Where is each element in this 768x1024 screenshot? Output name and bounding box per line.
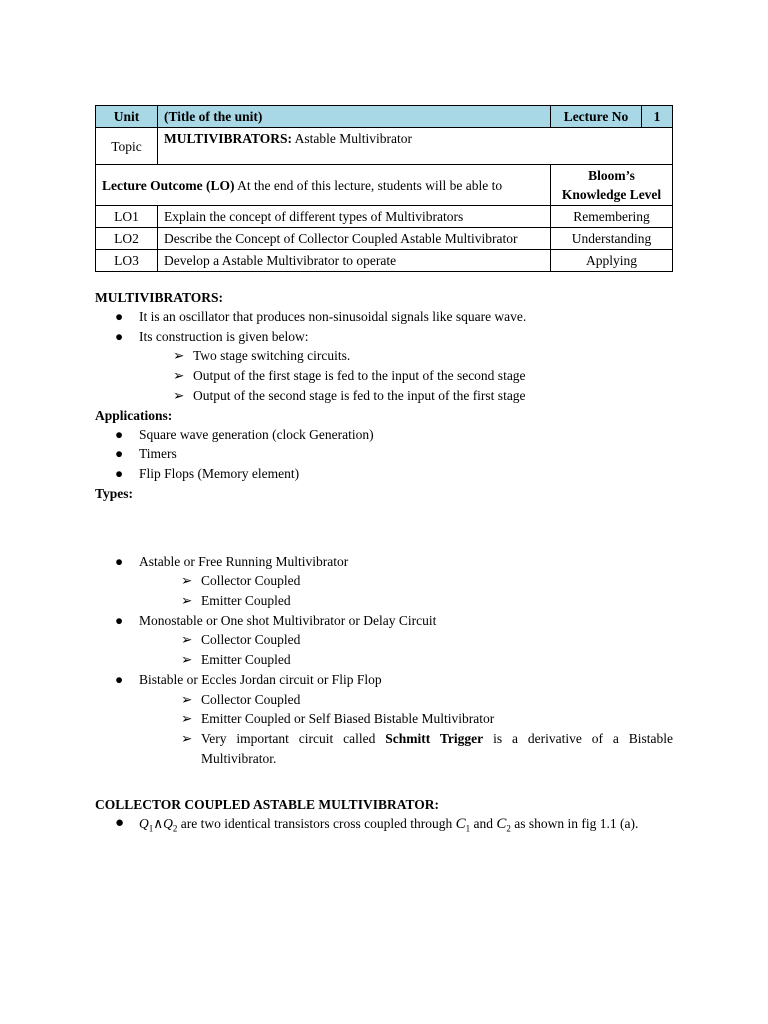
astable-sublist — [95, 571, 675, 610]
collector-list — [95, 814, 675, 839]
list-item — [147, 729, 675, 768]
list-item-text: Output of the first stage is fed to the input of the second stage — [193, 368, 526, 384]
applications-heading: Applications: — [95, 407, 173, 423]
list-item-text: Output of the second stage is fed to the input of the first stage — [193, 387, 526, 403]
list-item — [147, 690, 675, 710]
list-item-text: Flip Flops (Memory element) — [139, 465, 300, 481]
list-item — [139, 386, 675, 406]
topic-rest: Astable Multivibrator — [292, 131, 413, 146]
arrow-icon: ➢ — [173, 368, 185, 384]
list-item — [95, 611, 675, 670]
bullet-icon: ● — [115, 671, 124, 687]
bloom-label: Bloom’s Knowledge Level — [551, 165, 673, 206]
list-item — [147, 709, 675, 729]
bullet-icon: ● — [115, 815, 125, 832]
list-item-text: Monostable or One shot Multivibrator or Delay Circuit — [139, 612, 437, 628]
c-symbol: C — [455, 816, 466, 833]
q-symbol: Q — [139, 816, 149, 832]
arrow-icon: ➢ — [181, 711, 193, 727]
list-item-text: Square wave generation (clock Generation) — [139, 426, 374, 442]
arrow-icon: ➢ — [173, 348, 185, 364]
list-item — [139, 346, 675, 366]
list-item — [147, 591, 675, 611]
list-item — [95, 327, 675, 406]
types-list — [95, 552, 675, 769]
and-symbol: ∧ — [153, 816, 164, 832]
list-item — [95, 552, 675, 611]
collector-coupled-heading: COLLECTOR COUPLED ASTABLE MULTIVIBRATOR: — [95, 797, 439, 813]
list-item-text: Its construction is given below: — [139, 328, 309, 344]
bullet-icon: ● — [115, 446, 124, 462]
list-item — [95, 444, 675, 464]
topic-row — [96, 128, 673, 165]
lo-text: Describe the Concept of Collector Coupled Astable Multivibrator — [158, 228, 551, 250]
q1-subscript: 1 — [148, 824, 154, 835]
table-row — [96, 206, 673, 228]
table-row — [96, 250, 673, 272]
arrow-icon: ➢ — [173, 387, 185, 403]
lo-level: Understanding — [551, 228, 673, 250]
table-header-row — [96, 106, 673, 128]
list-item-text: Two stage switching circuits. — [193, 348, 351, 364]
lo-level: Applying — [551, 250, 673, 272]
lo-text: Explain the concept of different types of Multivibrators — [158, 206, 551, 228]
lo-id: LO1 — [96, 206, 158, 228]
unit-title: (Title of the unit) — [158, 106, 551, 128]
bullet-icon: ● — [115, 553, 124, 569]
list-item-text: Bistable or Eccles Jordan circuit or Flip Flop — [139, 671, 382, 687]
lo-label-bold: Lecture Outcome (LO) — [102, 177, 235, 193]
bullet-icon: ● — [115, 465, 124, 481]
and-word: and — [470, 816, 497, 832]
q2-subscript: 2 — [172, 824, 178, 835]
list-item-text: Collector Coupled — [201, 632, 301, 648]
list-item-text: Emitter Coupled — [201, 593, 291, 609]
arrow-icon: ➢ — [181, 730, 193, 746]
list-item — [95, 670, 675, 769]
topic-value — [158, 128, 673, 165]
lo-id: LO2 — [96, 228, 158, 250]
bistable-sublist — [95, 690, 675, 769]
list-item — [147, 571, 675, 591]
c2-subscript: 2 — [506, 824, 511, 835]
collector-text-1: are two identical transistors cross coupled through — [177, 816, 456, 832]
q-symbol: Q — [163, 816, 173, 832]
list-item-text: It is an oscillator that produces non-sinusoidal signals like square wave. — [139, 309, 527, 324]
applications-list — [95, 425, 675, 484]
collector-text-2: as shown in fig 1.1 (a). — [510, 816, 639, 832]
list-item-text: Collector Coupled — [201, 691, 301, 707]
lo-id: LO3 — [96, 250, 158, 272]
types-heading: Types: — [95, 485, 134, 501]
table-row — [96, 228, 673, 250]
document-page — [95, 105, 675, 840]
list-item — [95, 425, 675, 445]
schmitt-trigger-term: Schmitt Trigger — [385, 730, 484, 746]
lo-label-rest: At the end of this lecture, students will be able to — [234, 177, 503, 193]
list-item-text: Emitter Coupled — [201, 652, 291, 668]
c-symbol: C — [496, 816, 507, 833]
c1-subscript: 1 — [465, 824, 471, 835]
list-item-text: Emitter Coupled or Self Biased Bistable Multivibrator — [201, 711, 495, 727]
arrow-icon: ➢ — [181, 652, 193, 668]
lo-level: Remembering — [551, 206, 673, 228]
list-item — [147, 650, 675, 670]
list-item — [95, 464, 675, 484]
list-item — [95, 814, 675, 839]
list-item-text: Collector Coupled — [201, 573, 301, 589]
bullet-icon: ● — [115, 426, 124, 442]
lo-header-row — [96, 165, 673, 206]
topic-label: Topic — [96, 128, 158, 165]
lecture-number: 1 — [642, 106, 673, 128]
bullet-icon: ● — [115, 328, 124, 344]
list-item — [95, 307, 675, 327]
lecture-outcome-table — [95, 105, 673, 272]
arrow-icon: ➢ — [181, 593, 193, 609]
bullet-icon: ● — [115, 612, 124, 628]
construction-sublist — [95, 346, 675, 405]
arrow-icon: ➢ — [181, 573, 193, 589]
lecture-label: Lecture No — [551, 106, 642, 128]
bullet-icon: ● — [115, 309, 124, 324]
schmitt-text-pre: Very important circuit called — [201, 730, 386, 746]
list-item — [147, 630, 675, 650]
schmitt-text-post: is a derivative of a Bistable Multivibrator. — [201, 730, 674, 766]
unit-label: Unit — [96, 106, 158, 128]
mono-sublist — [95, 630, 675, 669]
multivibrators-heading: MULTIVIBRATORS: — [95, 290, 224, 305]
multivibrators-list — [95, 307, 675, 406]
list-item — [139, 366, 675, 386]
arrow-icon: ➢ — [181, 691, 193, 707]
lo-text: Develop a Astable Multivibrator to operate — [158, 250, 551, 272]
lo-label — [96, 165, 551, 206]
topic-bold: MULTIVIBRATORS: — [164, 131, 293, 146]
list-item-text: Astable or Free Running Multivibrator — [139, 553, 349, 569]
arrow-icon: ➢ — [181, 632, 193, 648]
list-item-text: Timers — [139, 446, 177, 462]
